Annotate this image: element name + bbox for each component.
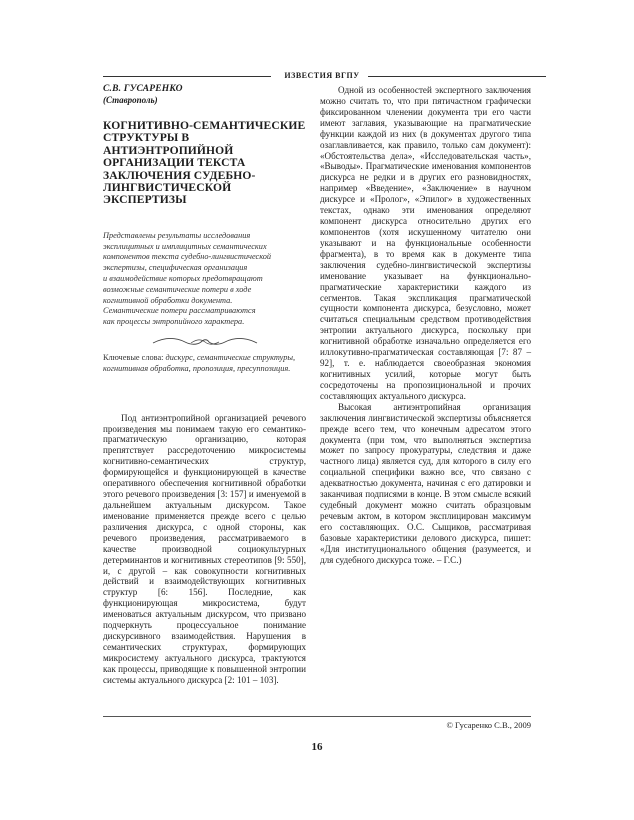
journal-header xyxy=(103,70,546,82)
paragraph: Одной из особенностей экспертного заключения можно считать то, что при пятичастном графически фиксированном членении документа три его части имеют заглавия, указывающие на прагматические функции каждой из них (в документах другого типа озаглавливается, как правило, только сам документ): «Обстоятельства дела», «Исследовательская часть», «Выводы». Прагматические именования компонентов дискурса не редки и в других его разновидностях, например «Введение», «Заключение» в научном дискурсе и «Пролог», «Эпилог» в художественных текстах, однако эти именования определяют компонент дискурса относительно других его компонентов (хотя искушенному читателю они указывают и на функциональные особенности фрагмента), в то время как в документе типа заключения судебно-лингвистической экспертизы именование указывает на функционально-прагматические характеристики каждого из сегментов. Такая экспликация прагматической сущности компонента дискурса, безусловно, может считаться специальным средством противодействия энтропии актуального дискурса, поскольку при когнитивной обработке изначально определяется его иллокутивно-прагматическая составляющая [7: 87 – 92], т. е. наблюдается своеобразная экономия когнитивных усилий, которые могут быть сосредоточены на пропозициональной и прочих составляющих актуального дискурса. xyxy=(320,85,531,401)
paragraph: Под антиэнтропийной организацией речевого произведения мы понимаем такую его семантико-прагматическую организацию, которая препятствует рассредоточению микросистемы когнитивно-семантических структур, формирующейся и функционирующей в качестве оперативного обеспечения когнитивной обработки этого речевого произведения [3: 157] и именуемой в дальнейшем актуальным дискурсом. Такое именование применяется прежде всего с целью различения дискурса, с одной стороны, как речевого произведения, рассматриваемого в качестве производной социокультурных детерминантов и когнитивных стереотипов [9: 550], и, с другой – как совокупности когнитивных действий и взаимодействующих когнитивных структур [6: 156]. Последние, как функционирующая микросистема, будут именоваться актуальным дискурсом, что призвано подчеркнуть процессуальное понимание дискурсивного взаимодействия. Нарушения в семантических структурах, формирующих микросистему актуального дискурса, трактуются как процессы, приводящие к повышенной энтропии системы актуального дискурса [2: 101 – 103]. xyxy=(103,412,306,685)
page-number: 16 xyxy=(311,741,323,753)
right-body-text xyxy=(320,85,531,566)
abstract-line: эксплицитных и имплицитных семантических xyxy=(103,241,267,251)
header-rule-right xyxy=(368,76,546,77)
abstract-line: экспертизы, специфическая организация xyxy=(103,263,248,273)
abstract-line: компонентов текста судебно-лингвистической xyxy=(103,252,272,262)
keywords-list: дискурс, семантические структуры, когнитивная обработка, пропозиция, пресуппозиция. xyxy=(103,353,296,373)
copyright: © Гусаренко С.В., 2009 xyxy=(446,720,531,730)
abstract xyxy=(103,231,306,328)
author-name: С.В. ГУСАРЕНКО xyxy=(103,84,183,94)
keywords-label: Ключевые слова: xyxy=(103,353,164,363)
abstract-line: как процессы энтропийного характера. xyxy=(103,317,245,327)
keywords xyxy=(103,353,306,375)
header-rule-left xyxy=(103,76,271,77)
abstract-line: Семантические потери рассматриваются xyxy=(103,306,256,316)
journal-title: ИЗВЕСТИЯ ВГПУ xyxy=(284,71,360,80)
paragraph: Высокая антиэнтропийная организация заключения лингвистической экспертизы объясняется прежде всего тем, что конечным адресатом этого документа (при том, что выполняться экспертиза может по запросу прокуратуры, следствия и даже частного лица) является суд, для которого в силу его социальной специфики важно все, что связано с адекватностью документа, начиная с его датировки и заканчивая подписями в конце. В этом смысле всякий судебный документ можно считать образцовым речевым актом, в котором эксплицирован максимум его составляющих. О.С. Сыщиков, рассматривая базовые характеристики делового дискурса, пишет: «Для институционального общения (разумеется, и для судебного дискурса тоже. – Г.С.) xyxy=(320,401,531,565)
author-city: (Ставрополь) xyxy=(103,95,158,105)
footer-rule xyxy=(103,716,531,717)
ornament-divider-icon xyxy=(151,336,259,348)
abstract-line: Представлены результаты исследования xyxy=(103,230,251,240)
abstract-line: и взаимодействие которых предотвращают xyxy=(103,274,263,284)
right-column xyxy=(320,85,531,566)
left-column xyxy=(103,84,306,686)
article-title: КОГНИТИВНО-СЕМАНТИЧЕСКИЕ СТРУКТУРЫ В АНТИЭНТРОПИЙНОЙ ОРГАНИЗАЦИИ ТЕКСТА ЗАКЛЮЧЕНИЯ СУДЕБНО-ЛИНГВИСТИЧЕСКОЙ ЭКСПЕРТИЗЫ xyxy=(103,119,306,207)
abstract-line: возможные семантические потери в ходе xyxy=(103,284,252,294)
left-body-text xyxy=(103,413,306,686)
abstract-line: когнитивной обработки документа. xyxy=(103,295,233,305)
